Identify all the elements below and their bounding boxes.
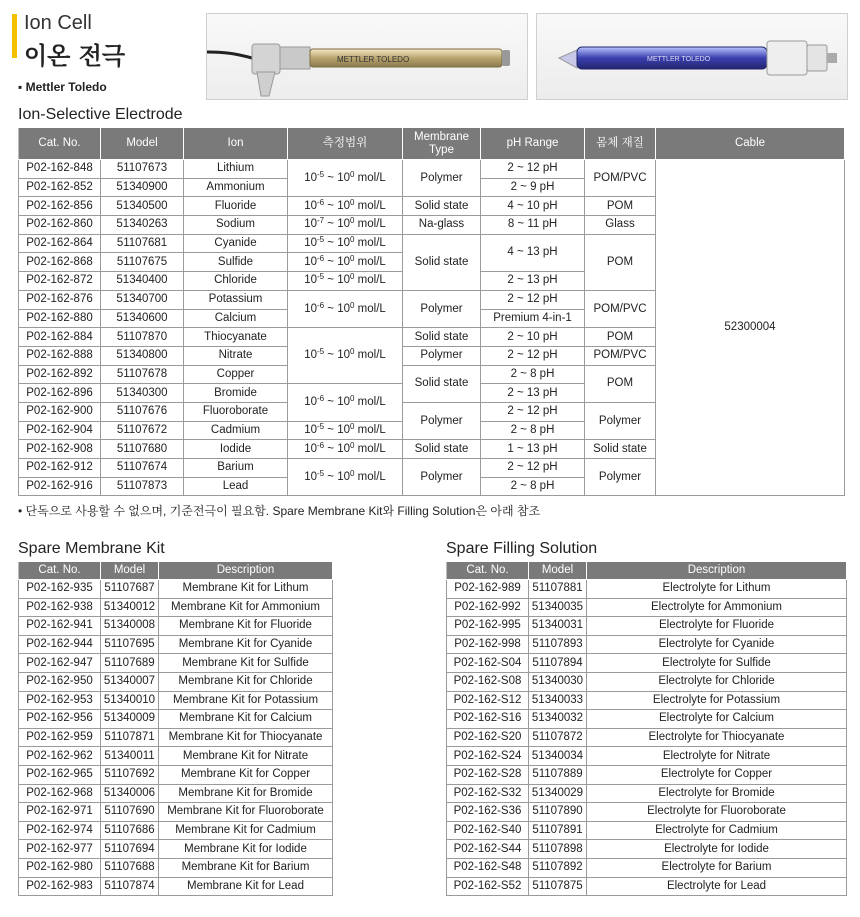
table-row (19, 654, 333, 673)
description: Electrolyte for Potassium (587, 691, 847, 710)
model: 51107875 (529, 877, 587, 896)
ion: Calcium (184, 309, 288, 328)
cat-no: P02-162-959 (19, 728, 101, 747)
model: 51107872 (529, 728, 587, 747)
page-title-en: Ion Cell (24, 12, 92, 34)
cat-no: P02-162-904 (19, 421, 101, 440)
description: Electrolyte for Chloride (587, 672, 847, 691)
photo2-brand-text: METTLER TOLEDO (647, 56, 711, 63)
table-row (447, 803, 847, 822)
cat-no: P02-162-953 (19, 691, 101, 710)
model: 51340031 (529, 617, 587, 636)
table-row (19, 617, 333, 636)
cat-no: P02-162-947 (19, 654, 101, 673)
cat-no: P02-162-983 (19, 877, 101, 896)
range-cell: $10^{-6}$ ~ $10^0$ mol/L (288, 440, 403, 459)
body-cell: Solid state (585, 440, 656, 459)
body-cell: Polymer (585, 459, 656, 496)
description: Membrane Kit for Bromide (159, 784, 333, 803)
table-row (19, 635, 333, 654)
table-row (19, 803, 333, 822)
ion: Copper (184, 365, 288, 384)
body-cell: POM (585, 197, 656, 216)
description: Electrolyte for Iodide (587, 840, 847, 859)
ph-cell: 2 ~ 12 pH (481, 290, 585, 309)
cat-no: P02-162-888 (19, 346, 101, 365)
col-header: pH Range (481, 128, 585, 160)
cat-no: P02-162-998 (447, 635, 529, 654)
description: Membrane Kit for Sulfide (159, 654, 333, 673)
ph-cell: 2 ~ 12 pH (481, 459, 585, 478)
range-cell: $10^{-5}$ ~ $10^0$ mol/L (288, 272, 403, 291)
description: Membrane Kit for Copper (159, 765, 333, 784)
table-row (19, 598, 333, 617)
table-row (19, 160, 845, 179)
model: 51340300 (101, 384, 184, 403)
cat-no: P02-162-S04 (447, 654, 529, 673)
ion: Lithium (184, 160, 288, 179)
cat-no: P02-162-965 (19, 765, 101, 784)
description: Electrolyte for Copper (587, 765, 847, 784)
model: 51107871 (101, 728, 159, 747)
ion: Fluoroborate (184, 402, 288, 421)
cat-no: P02-162-S40 (447, 821, 529, 840)
col-header: 몸체 재질 (585, 128, 656, 160)
table-row (447, 765, 847, 784)
model: 51107890 (529, 803, 587, 822)
membrane-cell: Solid state (403, 234, 481, 290)
sfs-section-title: Spare Filling Solution (446, 540, 598, 557)
cat-no: P02-162-S12 (447, 691, 529, 710)
cat-no: P02-162-941 (19, 617, 101, 636)
electrode-photo-2 (536, 13, 848, 100)
model: 51340400 (101, 272, 184, 291)
body-cell: Glass (585, 216, 656, 235)
description: Membrane Kit for Lithum (159, 580, 333, 599)
body-cell: POM/PVC (585, 290, 656, 327)
range-cell: $10^{-6}$ ~ $10^0$ mol/L (288, 253, 403, 272)
model: 51340010 (101, 691, 159, 710)
range-cell: $10^{-5}$ ~ $10^0$ mol/L (288, 234, 403, 253)
description: Electrolyte for Cyanide (587, 635, 847, 654)
cat-no: P02-162-S16 (447, 710, 529, 729)
description: Electrolyte for Ammonium (587, 598, 847, 617)
model: 51107694 (101, 840, 159, 859)
col-header: Ion (184, 128, 288, 160)
table-row (19, 784, 333, 803)
range-cell: $10^{-5}$ ~ $10^0$ mol/L (288, 328, 403, 384)
ion: Fluoride (184, 197, 288, 216)
cat-no: P02-162-944 (19, 635, 101, 654)
model: 51107873 (101, 477, 184, 496)
table-row (447, 691, 847, 710)
cat-no: P02-162-S48 (447, 858, 529, 877)
smk-section-title: Spare Membrane Kit (18, 540, 165, 557)
table-row (447, 635, 847, 654)
photo1-brand-text: METTLER TOLEDO (337, 55, 410, 64)
brand-name: Mettler Toledo (25, 80, 107, 94)
membrane-cell: Solid state (403, 440, 481, 459)
body-cell: POM/PVC (585, 346, 656, 365)
cat-no: P02-162-868 (19, 253, 101, 272)
table-row (447, 858, 847, 877)
ph-cell: 2 ~ 12 pH (481, 160, 585, 179)
col-header: Cat. No. (19, 128, 101, 160)
description: Membrane Kit for Barium (159, 858, 333, 877)
ion: Sodium (184, 216, 288, 235)
model: 51340011 (101, 747, 159, 766)
model: 51107892 (529, 858, 587, 877)
table-row (447, 672, 847, 691)
ion: Potassium (184, 290, 288, 309)
model: 51340030 (529, 672, 587, 691)
ion: Barium (184, 459, 288, 478)
model: 51107675 (101, 253, 184, 272)
smk-header-row (19, 562, 333, 580)
ion: Nitrate (184, 346, 288, 365)
ph-cell: 4 ~ 13 pH (481, 234, 585, 271)
cat-no: P02-162-876 (19, 290, 101, 309)
model: 51107695 (101, 635, 159, 654)
model: 51107678 (101, 365, 184, 384)
cat-no: P02-162-974 (19, 821, 101, 840)
table-row (19, 580, 333, 599)
model: 51107672 (101, 421, 184, 440)
model: 51340033 (529, 691, 587, 710)
col-header: Membrane Type (403, 128, 481, 160)
membrane-cell: Polymer (403, 459, 481, 496)
model: 51340009 (101, 710, 159, 729)
description: Electrolyte for Cadmium (587, 821, 847, 840)
table-row (19, 747, 333, 766)
model: 51340700 (101, 290, 184, 309)
membrane-cell: Solid state (403, 328, 481, 347)
model: 51340035 (529, 598, 587, 617)
ph-cell: 8 ~ 11 pH (481, 216, 585, 235)
range-cell: $10^{-7}$ ~ $10^0$ mol/L (288, 216, 403, 235)
table-row (447, 654, 847, 673)
model: 51107891 (529, 821, 587, 840)
cat-no: P02-162-848 (19, 160, 101, 179)
filling-solution-table (446, 561, 847, 896)
cat-no: P02-162-992 (447, 598, 529, 617)
cat-no: P02-162-995 (447, 617, 529, 636)
ion: Chloride (184, 272, 288, 291)
description: Electrolyte for Lead (587, 877, 847, 896)
model: 51107690 (101, 803, 159, 822)
model: 51107870 (101, 328, 184, 347)
model: 51340032 (529, 710, 587, 729)
description: Membrane Kit for Thiocyanate (159, 728, 333, 747)
col-header: Cable (656, 128, 845, 160)
model: 51107898 (529, 840, 587, 859)
ion: Thiocyanate (184, 328, 288, 347)
cat-no: P02-162-S52 (447, 877, 529, 896)
model: 51340007 (101, 672, 159, 691)
col-header: Cat. No. (447, 562, 529, 580)
ph-cell: 2 ~ 9 pH (481, 178, 585, 197)
range-cell: $10^{-5}$ ~ $10^0$ mol/L (288, 459, 403, 496)
range-cell: $10^{-6}$ ~ $10^0$ mol/L (288, 384, 403, 421)
ion: Cadmium (184, 421, 288, 440)
ise-header-row (19, 128, 845, 160)
table-row (19, 877, 333, 896)
description: Membrane Kit for Fluoride (159, 617, 333, 636)
description: Electrolyte for Barium (587, 858, 847, 877)
model: 51107889 (529, 765, 587, 784)
cat-no: P02-162-S20 (447, 728, 529, 747)
description: Membrane Kit for Calcium (159, 710, 333, 729)
model: 51340800 (101, 346, 184, 365)
table-row (19, 728, 333, 747)
membrane-cell: Solid state (403, 365, 481, 402)
body-cell: POM (585, 365, 656, 402)
col-header: Model (529, 562, 587, 580)
description: Membrane Kit for Cadmium (159, 821, 333, 840)
description: Electrolyte for Fluoride (587, 617, 847, 636)
cat-no: P02-162-864 (19, 234, 101, 253)
range-cell: $10^{-6}$ ~ $10^0$ mol/L (288, 197, 403, 216)
table-row (447, 580, 847, 599)
table-row (447, 617, 847, 636)
model: 51340012 (101, 598, 159, 617)
col-header: Cat. No. (19, 562, 101, 580)
body-cell: POM/PVC (585, 160, 656, 197)
table-row (447, 747, 847, 766)
cat-no: P02-162-980 (19, 858, 101, 877)
description: Electrolyte for Calcium (587, 710, 847, 729)
description: Membrane Kit for Potassium (159, 691, 333, 710)
description: Membrane Kit for Lead (159, 877, 333, 896)
description: Electrolyte for Nitrate (587, 747, 847, 766)
ph-cell: 2 ~ 12 pH (481, 402, 585, 421)
body-cell: POM (585, 328, 656, 347)
table-row (19, 840, 333, 859)
membrane-cell: Solid state (403, 197, 481, 216)
ion: Sulfide (184, 253, 288, 272)
membrane-cell: Na-glass (403, 216, 481, 235)
ph-cell: 2 ~ 13 pH (481, 272, 585, 291)
ph-cell: 1 ~ 13 pH (481, 440, 585, 459)
table-row (447, 877, 847, 896)
table-row (19, 765, 333, 784)
cat-no: P02-162-938 (19, 598, 101, 617)
page-title-ko: 이온 전극 (24, 42, 126, 70)
ph-cell: 2 ~ 8 pH (481, 421, 585, 440)
model: 51107674 (101, 459, 184, 478)
table-row (447, 710, 847, 729)
model: 51107687 (101, 580, 159, 599)
model: 51340600 (101, 309, 184, 328)
model: 51107680 (101, 440, 184, 459)
cat-no: P02-162-884 (19, 328, 101, 347)
title-accent-bar (12, 14, 17, 58)
range-cell: $10^{-5}$ ~ $10^0$ mol/L (288, 160, 403, 197)
description: Membrane Kit for Ammonium (159, 598, 333, 617)
description: Electrolyte for Thiocyanate (587, 728, 847, 747)
ion: Cyanide (184, 234, 288, 253)
model: 51107874 (101, 877, 159, 896)
model: 51107676 (101, 402, 184, 421)
cat-no: P02-162-872 (19, 272, 101, 291)
cat-no: P02-162-860 (19, 216, 101, 235)
table-row (447, 598, 847, 617)
sfs-header-row (447, 562, 847, 580)
model: 51340500 (101, 197, 184, 216)
model: 51107673 (101, 160, 184, 179)
table-row (19, 821, 333, 840)
table-row (19, 691, 333, 710)
table-row (447, 784, 847, 803)
model: 51107688 (101, 858, 159, 877)
cat-no: P02-162-912 (19, 459, 101, 478)
cat-no: P02-162-S36 (447, 803, 529, 822)
model: 51340900 (101, 178, 184, 197)
model: 51107686 (101, 821, 159, 840)
cat-no: P02-162-977 (19, 840, 101, 859)
ph-cell: 2 ~ 8 pH (481, 365, 585, 384)
brand-label: ▪ Mettler Toledo (18, 80, 107, 94)
col-header: Model (101, 562, 159, 580)
description: Membrane Kit for Nitrate (159, 747, 333, 766)
model: 51340263 (101, 216, 184, 235)
model: 51107689 (101, 654, 159, 673)
cat-no: P02-162-856 (19, 197, 101, 216)
cat-no: P02-162-935 (19, 580, 101, 599)
description: Membrane Kit for Cyanide (159, 635, 333, 654)
ise-section-title: Ion-Selective Electrode (18, 106, 183, 123)
col-header: Model (101, 128, 184, 160)
ise-table (18, 127, 845, 496)
cat-no: P02-162-900 (19, 402, 101, 421)
ion: Bromide (184, 384, 288, 403)
model: 51340029 (529, 784, 587, 803)
description: Electrolyte for Bromide (587, 784, 847, 803)
table-row (19, 858, 333, 877)
range-cell: $10^{-5}$ ~ $10^0$ mol/L (288, 421, 403, 440)
body-cell: Polymer (585, 402, 656, 439)
model: 51107881 (529, 580, 587, 599)
cat-no: P02-162-852 (19, 178, 101, 197)
membrane-kit-table (18, 561, 333, 896)
ion: Iodide (184, 440, 288, 459)
description: Electrolyte for Sulfide (587, 654, 847, 673)
col-header: 측정범위 (288, 128, 403, 160)
model: 51340034 (529, 747, 587, 766)
cat-no: P02-162-880 (19, 309, 101, 328)
cat-no: P02-162-989 (447, 580, 529, 599)
model: 51107692 (101, 765, 159, 784)
ph-cell: 2 ~ 10 pH (481, 328, 585, 347)
membrane-cell: Polymer (403, 346, 481, 365)
description: Membrane Kit for Chloride (159, 672, 333, 691)
cat-no: P02-162-950 (19, 672, 101, 691)
body-cell: POM (585, 234, 656, 290)
electrode-image-1 (207, 14, 528, 100)
table-row (447, 728, 847, 747)
cat-no: P02-162-962 (19, 747, 101, 766)
description: Electrolyte for Fluoroborate (587, 803, 847, 822)
cable-cell: 52300004 (656, 160, 845, 496)
table-row (19, 672, 333, 691)
range-cell: $10^{-6}$ ~ $10^0$ mol/L (288, 290, 403, 327)
ph-cell: Premium 4-in-1 (481, 309, 585, 328)
cat-no: P02-162-971 (19, 803, 101, 822)
cat-no: P02-162-956 (19, 710, 101, 729)
ph-cell: 2 ~ 12 pH (481, 346, 585, 365)
col-header: Description (159, 562, 333, 580)
membrane-cell: Polymer (403, 160, 481, 197)
cat-no: P02-162-968 (19, 784, 101, 803)
cat-no: P02-162-916 (19, 477, 101, 496)
usage-note: • 단독으로 사용할 수 없으며, 기준전극이 필요함. Spare Membrane Kit와 Filling Solution은 아래 참조 (18, 504, 541, 518)
description: Membrane Kit for Fluoroborate (159, 803, 333, 822)
ph-cell: 4 ~ 10 pH (481, 197, 585, 216)
membrane-cell: Polymer (403, 402, 481, 439)
col-header: Description (587, 562, 847, 580)
description: Membrane Kit for Iodide (159, 840, 333, 859)
model: 51340008 (101, 617, 159, 636)
cat-no: P02-162-S28 (447, 765, 529, 784)
table-row (19, 710, 333, 729)
ph-cell: 2 ~ 8 pH (481, 477, 585, 496)
description: Electrolyte for Lithum (587, 580, 847, 599)
cat-no: P02-162-S08 (447, 672, 529, 691)
cat-no: P02-162-S44 (447, 840, 529, 859)
ion: Ammonium (184, 178, 288, 197)
electrode-image-2 (537, 14, 848, 100)
cat-no: P02-162-S24 (447, 747, 529, 766)
ion: Lead (184, 477, 288, 496)
table-row (447, 840, 847, 859)
cat-no: P02-162-896 (19, 384, 101, 403)
model: 51340006 (101, 784, 159, 803)
model: 51107681 (101, 234, 184, 253)
table-row (447, 821, 847, 840)
membrane-cell: Polymer (403, 290, 481, 327)
cat-no: P02-162-908 (19, 440, 101, 459)
ph-cell: 2 ~ 13 pH (481, 384, 585, 403)
cat-no: P02-162-S32 (447, 784, 529, 803)
electrode-photo-1 (206, 13, 528, 100)
model: 51107894 (529, 654, 587, 673)
model: 51107893 (529, 635, 587, 654)
cat-no: P02-162-892 (19, 365, 101, 384)
